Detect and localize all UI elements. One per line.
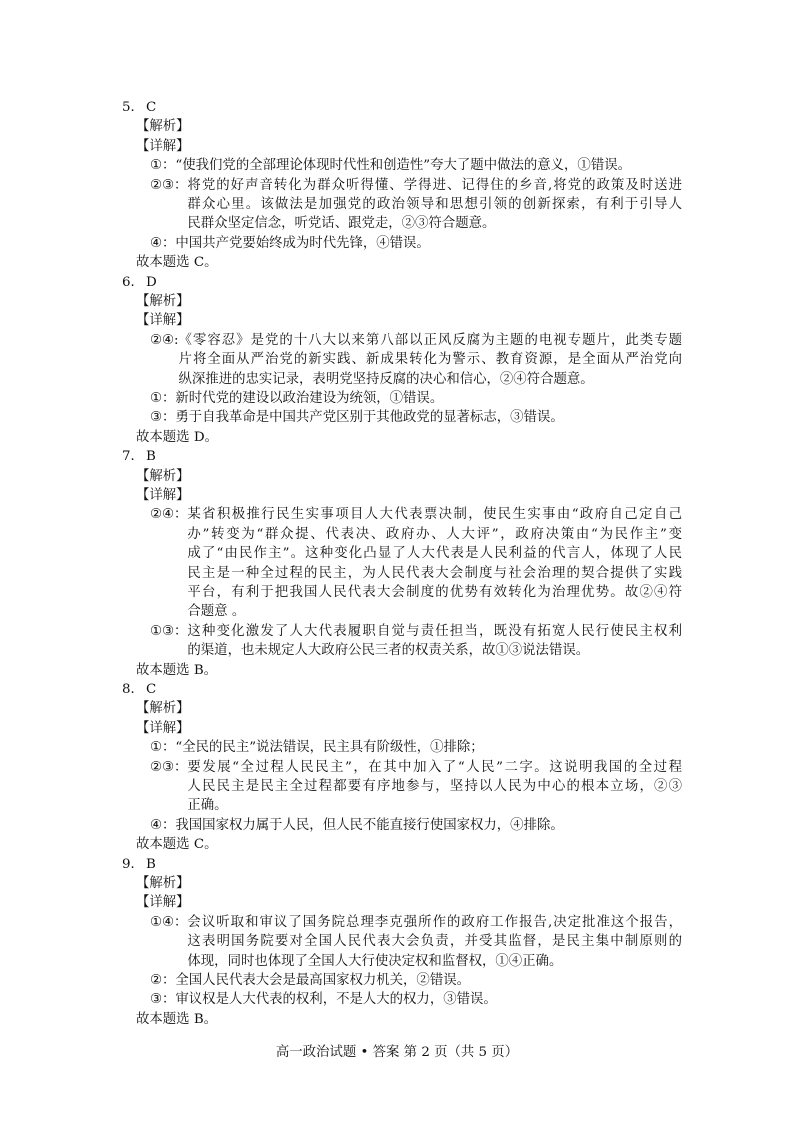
explanation-item	[122, 234, 682, 253]
explanation-label: ①：	[150, 158, 176, 174]
detail-tag: 【详解】	[136, 487, 190, 503]
explanation-line: 这表明国务院要对全国人民代表大会负责，并受其监督，是民主集中制原则的	[187, 934, 682, 950]
question-answer: B	[146, 856, 156, 872]
explanation-label: ①③：	[150, 623, 188, 639]
explanation-line: 平台，有利于把我国人民代表大会制度的优势有效转化为治理优势。故②④符	[187, 584, 682, 600]
question-block	[122, 98, 682, 273]
explanation-line: 成了“由民作主”。这种变化凸显了人大代表是人民利益的代言人，体现了人民	[187, 546, 682, 562]
explanation-text	[175, 234, 682, 253]
explanation-item	[122, 816, 682, 835]
page-footer: 高一政治试题 • 答案 第 2 页（共 5 页）	[275, 1045, 519, 1060]
question-answer: D	[146, 274, 157, 290]
question-answer: C	[146, 100, 157, 115]
explanation-line: 新时代党的建设以政治建设为统领，①错误。	[175, 390, 444, 406]
explanation-line: 办”转变为“群众提、代表决、政府办、人大评”，政府决策由“为民作主”变	[187, 526, 682, 542]
explanation-line: 中国共产党要始终成为时代先锋，④错误。	[175, 235, 430, 251]
explanation-text	[187, 758, 682, 816]
explanation-item	[122, 505, 682, 621]
conclusion-text: 故本题选 B。	[136, 1011, 218, 1027]
explanation-line: 群众心里。该做法是加强党的政治领导和思想引领的创新探索，有利于引导人	[187, 196, 682, 212]
explanation-text	[175, 971, 682, 990]
question-header	[122, 680, 682, 699]
explanation-text	[175, 389, 682, 408]
explanation-label: ④：	[150, 817, 176, 833]
explanation-line: 人民民主是民主全过程都要有序地参与，坚持以人民为中心的根本立场，②③	[187, 778, 682, 794]
question-header	[122, 447, 682, 466]
explanation-line: 正确。	[187, 798, 228, 814]
explanation-item	[122, 913, 682, 971]
explanation-line: 民主是一种全过程的民主，为人民代表大会制度与社会治理的契合提供了实践	[187, 565, 682, 581]
analysis-tag: 【解析】	[136, 875, 190, 891]
explanation-line: 合题意 。	[187, 604, 246, 620]
explanation-text	[175, 738, 682, 757]
explanation-item	[122, 758, 682, 816]
explanation-text	[187, 176, 682, 234]
analysis-tag: 【解析】	[136, 701, 190, 717]
explanation-line: 将党的好声音转化为群众听得懂、学得进、记得住的乡音,将党的政策及时送进	[187, 177, 682, 193]
explanation-line: 的渠道，也未规定人大政府公民三者的权责关系，故①③说法错误。	[187, 643, 590, 659]
explanation-label: ②④：	[150, 507, 188, 523]
explanation-line: 会议听取和审议了国务院总理李克强所作的政府工作报告,决定批准这个报告，	[187, 914, 682, 930]
explanation-line: 纵深推进的忠实记录，表明党坚持反腐的决心和信心，②④符合题意。	[178, 371, 594, 387]
explanation-line: “使我们党的全部理论体现时代性和创造性”夸大了题中做法的意义，①错误。	[175, 158, 631, 174]
explanation-text	[175, 816, 682, 835]
explanation-line: 我国国家权力属于人民，但人民不能直接行使国家权力，④排除。	[175, 817, 564, 833]
question-answer: B	[146, 449, 156, 465]
explanation-line: 某省积极推行民生实事项目人大代表票决制，使民生实事由“政府自己定自己	[187, 507, 682, 523]
explanation-item	[122, 738, 682, 757]
explanation-item	[122, 331, 682, 389]
detail-tag: 【详解】	[136, 720, 190, 736]
explanation-line: 全国人民代表大会是最高国家权力机关，②错误。	[175, 972, 470, 988]
question-number: 8．	[122, 682, 144, 697]
question-block	[122, 447, 682, 680]
explanation-item	[122, 408, 682, 427]
explanation-label: ①④：	[150, 914, 188, 930]
detail-tag: 【详解】	[136, 138, 190, 154]
explanation-item	[122, 971, 682, 990]
answer-content	[122, 98, 682, 1029]
explanation-label: ②：	[150, 972, 176, 988]
explanation-text	[187, 622, 682, 661]
explanation-label: ②③：	[150, 177, 188, 193]
explanation-line: 《零容忍》是党的十八大以来第八部以正风反腐为主题的电视专题片，此类专题	[178, 332, 682, 348]
explanation-line: 要发展“全过程人民民主”，在其中加入了“人民”二字。这说明我国的全过程	[187, 759, 682, 775]
explanation-line: 片将全面从严治党的新实践、新成果转化为警示、教育资源，是全面从严治党向	[178, 352, 682, 368]
conclusion-text: 故本题选 C。	[136, 255, 218, 271]
analysis-tag: 【解析】	[136, 468, 190, 484]
explanation-item	[122, 156, 682, 175]
explanation-text	[187, 913, 682, 971]
conclusion-text: 故本题选 B。	[136, 662, 218, 678]
explanation-item	[122, 622, 682, 661]
question-answer: C	[146, 682, 157, 697]
question-number: 5．	[122, 100, 144, 115]
analysis-tag: 【解析】	[136, 119, 190, 135]
question-header	[122, 98, 682, 117]
explanation-line: 勇于自我革命是中国共产党区别于其他政党的显著标志，③错误。	[175, 410, 564, 426]
question-block	[122, 273, 682, 448]
explanation-line: 这种变化激发了人大代表履职自觉与责任担当，既没有拓宽人民行使民主权利	[187, 623, 682, 639]
conclusion-text: 故本题选 D。	[136, 429, 218, 445]
explanation-label: ②③：	[150, 759, 188, 775]
explanation-label: ③：	[150, 410, 176, 426]
explanation-label: ①：	[150, 390, 176, 406]
explanation-label: ③：	[150, 992, 176, 1008]
question-number: 6．	[122, 274, 144, 290]
question-block	[122, 855, 682, 1030]
explanation-text	[175, 156, 682, 175]
explanation-line: 民群众坚定信念，听党话、跟党走，②③符合题意。	[187, 216, 496, 232]
explanation-text	[175, 990, 682, 1009]
explanation-label: ②④:	[150, 332, 179, 348]
question-header	[122, 855, 682, 874]
explanation-text	[187, 505, 682, 621]
explanation-line: “全民的民主”说法错误，民主具有阶级性，①排除；	[175, 740, 484, 756]
explanation-label: ①：	[150, 740, 176, 756]
conclusion-text: 故本题选 C。	[136, 837, 218, 853]
detail-tag: 【详解】	[136, 895, 190, 911]
explanation-text	[175, 408, 682, 427]
explanation-line: 体现，同时也体现了全国人大行使决定权和监督权，①④正确。	[187, 953, 563, 969]
explanation-item	[122, 389, 682, 408]
question-block	[122, 680, 682, 855]
question-number: 7．	[122, 449, 144, 465]
question-header	[122, 273, 682, 292]
explanation-text	[179, 331, 682, 389]
explanation-line: 审议权是人大代表的权利，不是人大的权力，③错误。	[175, 992, 497, 1008]
question-number: 9．	[122, 856, 144, 872]
explanation-label: ④：	[150, 235, 176, 251]
analysis-tag: 【解析】	[136, 293, 190, 309]
explanation-item	[122, 990, 682, 1009]
explanation-item	[122, 176, 682, 234]
detail-tag: 【详解】	[136, 313, 190, 329]
